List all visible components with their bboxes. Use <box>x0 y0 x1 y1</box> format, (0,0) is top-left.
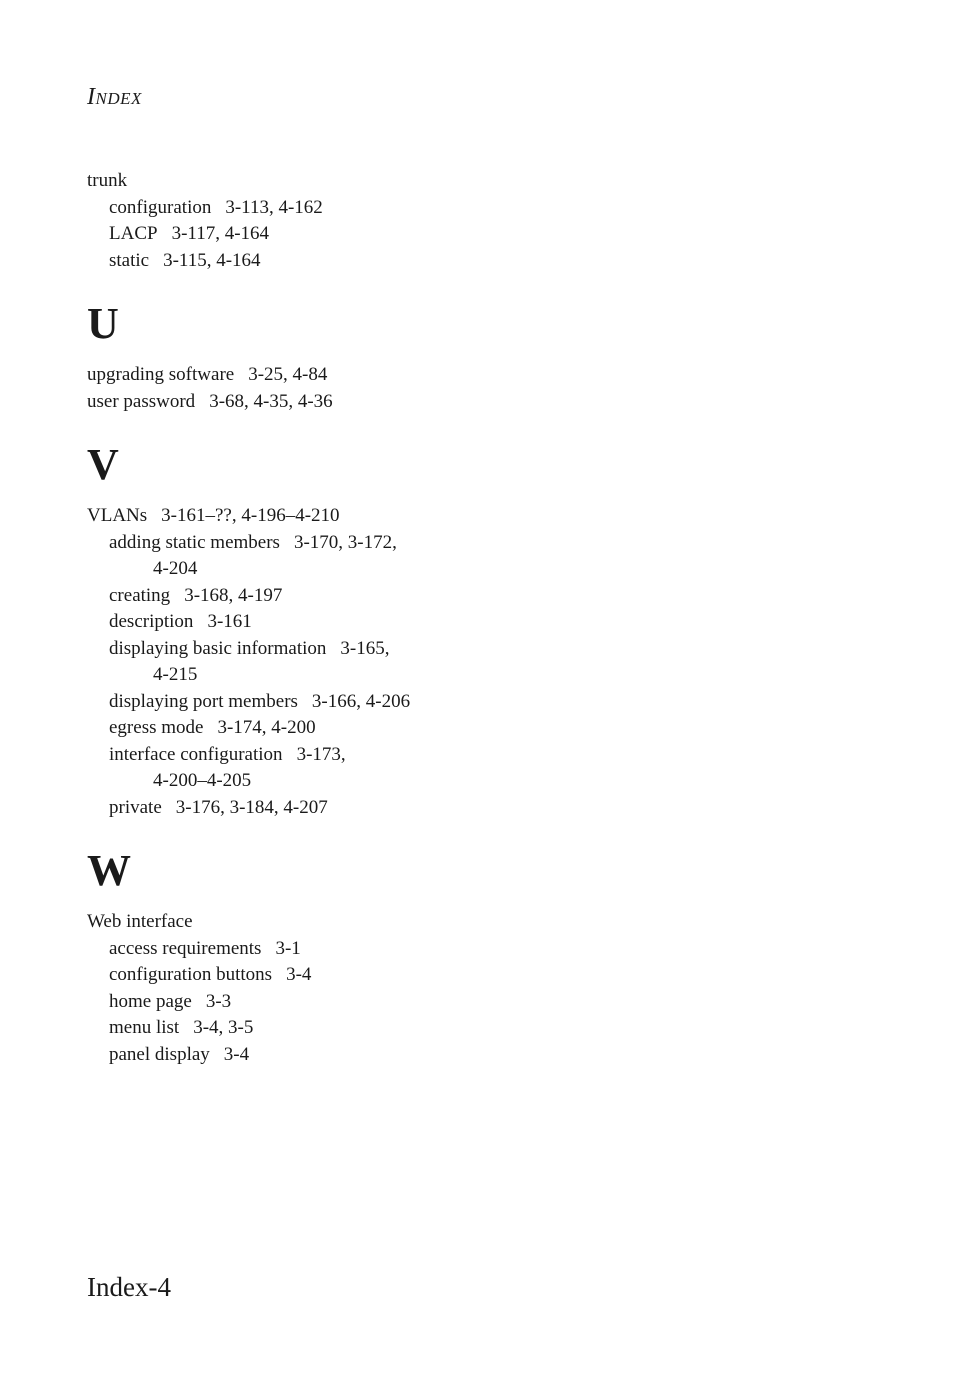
index-page-refs: 3-68, 4-35, 4-36 <box>209 390 333 412</box>
index-page-refs: 3-3 <box>205 990 232 1012</box>
index-subentry <box>87 715 607 742</box>
index-subentry <box>87 221 607 248</box>
index-page-refs: 3-170, 3-172, <box>293 531 397 553</box>
running-header: Index <box>87 84 142 110</box>
index-page-refs: 3-161 <box>207 611 252 632</box>
index-subentry <box>87 248 607 275</box>
index-page-refs: 3-1 <box>275 937 301 959</box>
index-page-refs: 3-168, 4-197 <box>184 584 283 606</box>
index-subentry <box>87 609 607 636</box>
index-entry <box>87 389 607 416</box>
index-term: configuration <box>109 196 212 218</box>
section-letter-w: W <box>87 846 131 895</box>
index-page-refs-continued: 4-204 <box>153 558 198 579</box>
index-subentry <box>87 195 607 222</box>
index-page-refs: 3-4, 3-5 <box>193 1017 254 1038</box>
index-page-refs: 3-4 <box>286 964 312 985</box>
index-term: description <box>109 611 194 632</box>
index-entry <box>87 362 607 389</box>
index-subentry <box>87 962 607 989</box>
page-number: Index-4 <box>87 1272 171 1302</box>
section-letter-u: U <box>87 299 119 348</box>
index-entry <box>87 909 607 936</box>
index-page-refs: 3-113, 4-162 <box>225 196 323 218</box>
index-term: trunk <box>87 170 128 191</box>
index-subentry <box>87 1042 607 1069</box>
index-entry <box>87 168 607 195</box>
index-term: panel display <box>109 1043 210 1065</box>
section-letter-v: V <box>87 440 119 489</box>
index-term: interface configuration <box>109 743 283 765</box>
index-term: adding static members <box>109 531 280 553</box>
index-subentry <box>87 636 607 689</box>
index-term: displaying port members <box>109 690 298 712</box>
index-term: VLANs <box>87 505 148 526</box>
index-page-refs: 3-176, 3-184, 4-207 <box>175 796 328 818</box>
index-subentry <box>87 689 607 716</box>
index-subentry <box>87 583 607 610</box>
index-term: configuration buttons <box>109 964 273 985</box>
index-subentry <box>87 795 607 822</box>
index-page-refs: 3-165, <box>340 637 390 659</box>
index-body <box>87 168 607 1068</box>
index-page-refs: 3-117, 4-164 <box>171 223 270 244</box>
index-subentry <box>87 530 607 583</box>
index-term: creating <box>109 584 171 606</box>
index-page-refs-continued: 4-200–4-205 <box>153 770 252 791</box>
index-subentry <box>87 989 607 1016</box>
index-entry <box>87 503 607 530</box>
index-term: home page <box>109 990 192 1012</box>
index-term: egress mode <box>109 717 204 738</box>
index-term: static <box>109 249 150 271</box>
index-term: LACP <box>109 223 158 244</box>
index-page-refs: 3-161–??, 4-196–4-210 <box>161 505 340 526</box>
index-term: access requirements <box>109 937 262 959</box>
index-term: Web interface <box>87 911 193 932</box>
index-page-refs: 3-173, <box>296 743 346 765</box>
index-subentry <box>87 936 607 963</box>
index-page-refs: 3-166, 4-206 <box>311 690 411 712</box>
index-page-refs: 3-115, 4-164 <box>163 249 261 271</box>
index-page-refs: 3-4 <box>223 1043 250 1065</box>
index-subentry <box>87 1015 607 1042</box>
index-page-refs: 3-25, 4-84 <box>248 364 328 385</box>
index-term: user password <box>87 390 196 412</box>
index-term: menu list <box>109 1017 180 1038</box>
index-page-refs-continued: 4-215 <box>153 664 198 685</box>
index-page-refs: 3-174, 4-200 <box>217 717 316 738</box>
index-term: private <box>109 796 162 818</box>
index-subentry <box>87 742 607 795</box>
index-term: displaying basic information <box>109 637 327 659</box>
index-term: upgrading software <box>87 364 235 385</box>
